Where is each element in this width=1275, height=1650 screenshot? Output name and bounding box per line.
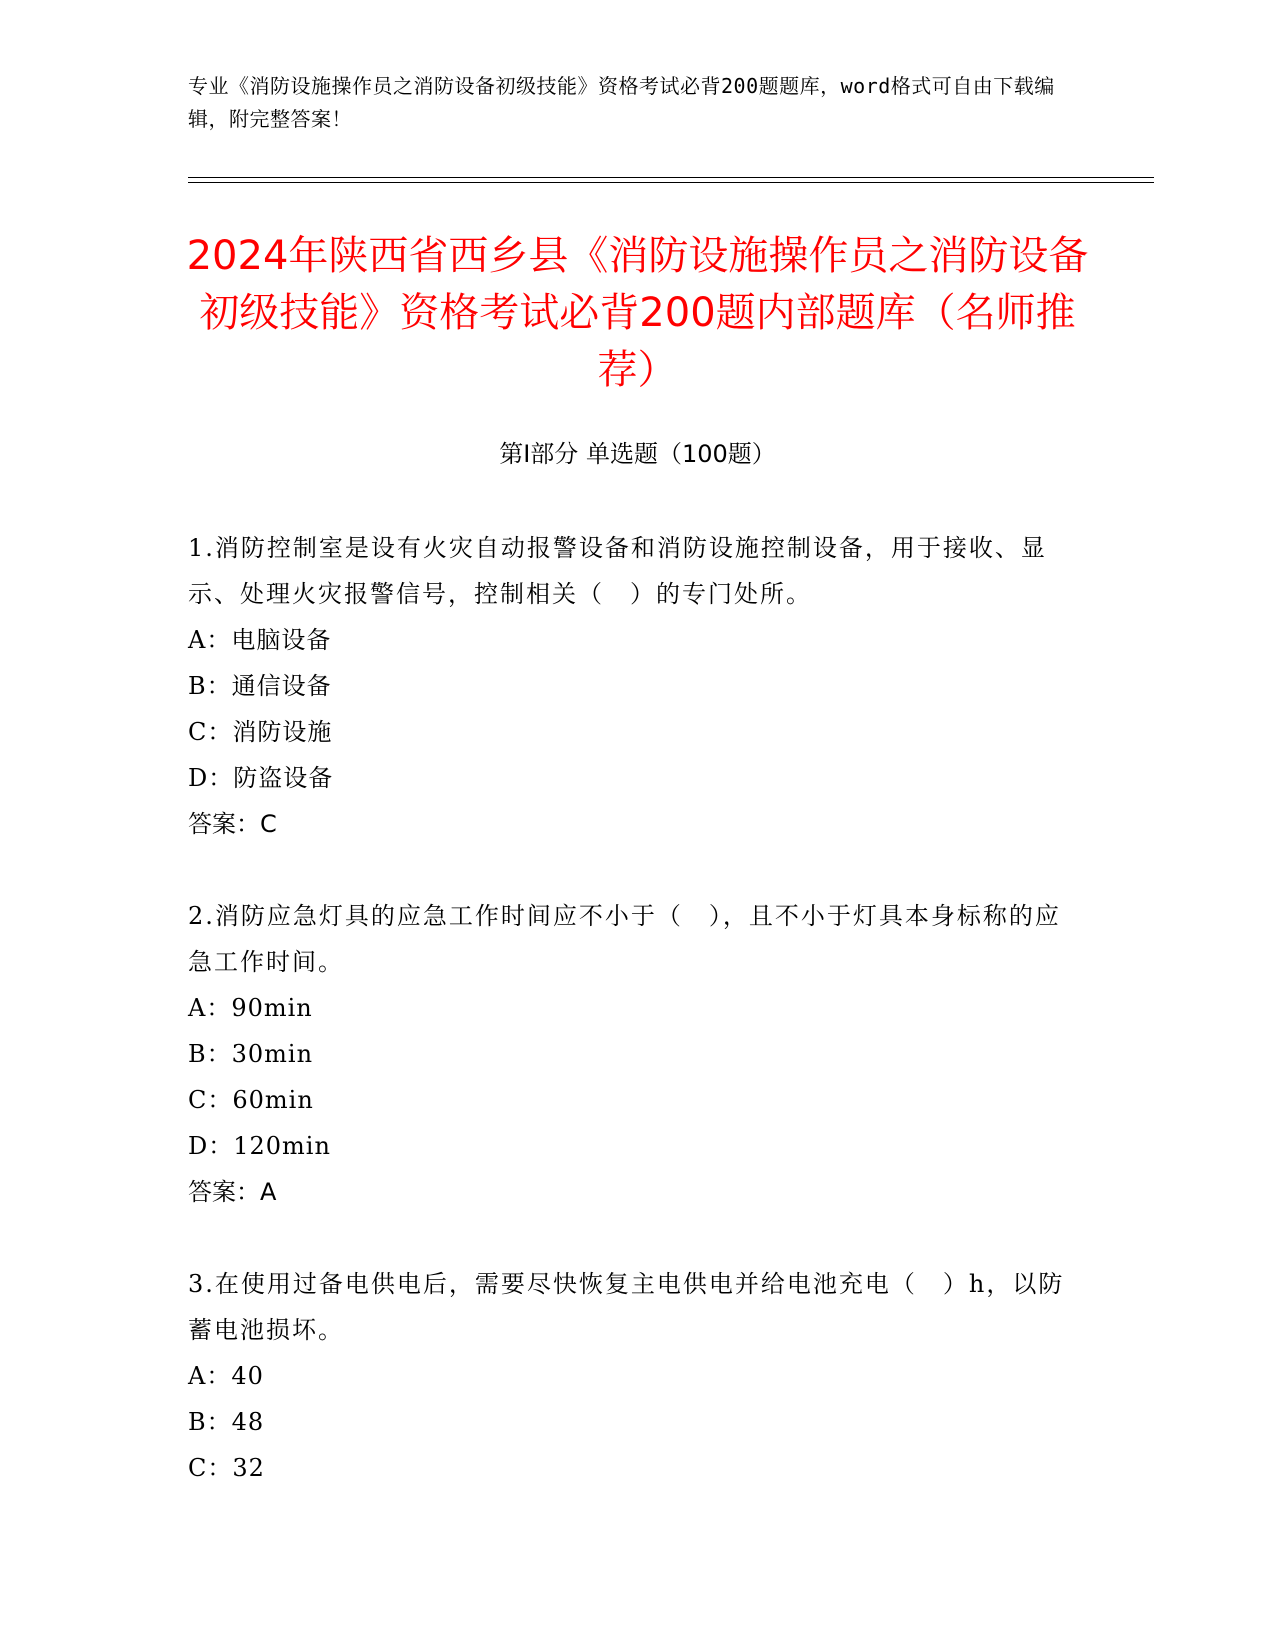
question-3 [188, 1261, 1068, 1491]
question-stem: 2.消防应急灯具的应急工作时间应不小于（ ），且不小于灯具本身标称的应急工作时间。 [188, 902, 1061, 976]
document-title: 2024年陕西省西乡县《消防设施操作员之消防设备初级技能》资格考试必背200题内部题库（名师推荐） [186, 233, 1089, 393]
question-list [188, 525, 1068, 1537]
question-2 [188, 893, 1068, 1215]
option-a: A：电脑设备 [188, 626, 332, 654]
answer: 答案：A [188, 1178, 277, 1206]
option-c: C：消防设施 [188, 718, 333, 746]
option-a: A：40 [188, 1362, 264, 1390]
answer: 答案：C [188, 810, 277, 838]
option-a: A：90min [188, 994, 313, 1022]
question-stem: 3.在使用过备电供电后，需要尽快恢复主电供电并给电池充电（ ）h，以防蓄电池损坏。 [188, 1270, 1065, 1344]
section-title: 第Ⅰ部分 单选题（100题） [499, 440, 776, 468]
option-d: D：防盗设备 [188, 764, 334, 792]
option-c: C：32 [188, 1454, 265, 1482]
option-b: B：30min [188, 1040, 314, 1068]
header-rule-top [188, 177, 1154, 178]
option-d: D：120min [188, 1132, 331, 1160]
header-rule-bottom [188, 182, 1154, 183]
header-note: 专业《消防设施操作员之消防设备初级技能》资格考试必背200题题库，word格式可自由下载编辑，附完整答案！ [188, 74, 1055, 131]
option-b: B：通信设备 [188, 672, 332, 700]
option-b: B：48 [188, 1408, 265, 1436]
question-1 [188, 525, 1068, 847]
option-c: C：60min [188, 1086, 314, 1114]
question-stem: 1.消防控制室是设有火灾自动报警设备和消防设施控制设备，用于接收、显示、处理火灾报警信号，控制相关（ ）的专门处所。 [188, 534, 1047, 608]
